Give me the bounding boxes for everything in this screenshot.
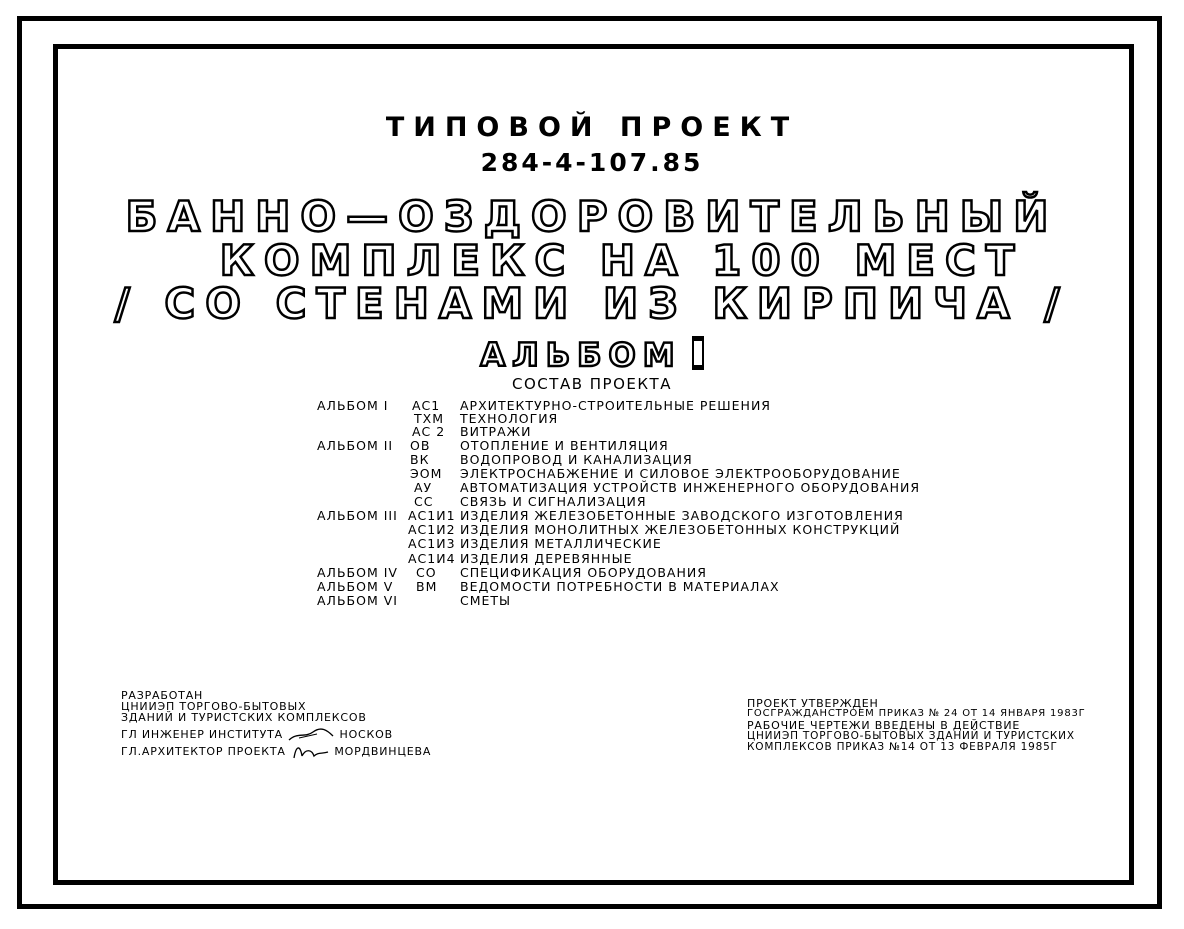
title-line-3: / СО СТЕНАМИ ИЗ КИРПИЧА /	[114, 279, 1070, 328]
section-title: ВИТРАЖИ	[460, 424, 532, 439]
chief-engineer-name: НОСКОВ	[339, 728, 393, 741]
album-number: АЛЬБОМ II	[317, 438, 394, 453]
section-code: АС1	[412, 398, 441, 413]
album-number: АЛЬБОМ III	[317, 508, 398, 523]
approval-line-3: РАБОЧИЕ ЧЕРТЕЖИ ВВЕДЕНЫ В ДЕЙСТВИЕ	[747, 719, 1021, 732]
section-code: ВК	[410, 452, 430, 467]
approval-line-1: ПРОЕКТ УТВЕРЖДЕН	[747, 697, 879, 710]
album-number: АЛЬБОМ IV	[317, 565, 398, 580]
approval-line-5: КОМПЛЕКСОВ ПРИКАЗ №14 ОТ 13 ФЕВРАЛЯ 1985Г	[747, 741, 1058, 753]
section-code: СО	[416, 565, 437, 580]
section-title: СПЕЦИФИКАЦИЯ ОБОРУДОВАНИЯ	[460, 565, 707, 580]
project-type-heading: ТИПОВОЙ ПРОЕКТ	[385, 112, 799, 143]
section-code: ЭОМ	[410, 466, 443, 481]
album-number: АЛЬБОМ I	[317, 398, 389, 413]
album-label: АЛЬБОМ	[480, 336, 682, 374]
approval-line-2: ГОСГРАЖДАНСТРОЕМ ПРИКАЗ № 24 ОТ 14 ЯНВАРЯ 1983Г	[747, 708, 1086, 719]
signature-icon	[287, 728, 335, 742]
roman-numeral-one-icon	[692, 336, 704, 370]
section-title: ВЕДОМОСТИ ПОТРЕБНОСТИ В МАТЕРИАЛАХ	[460, 579, 780, 594]
section-code: ВМ	[416, 579, 438, 594]
section-title: АВТОМАТИЗАЦИЯ УСТРОЙСТВ ИНЖЕНЕРНОГО ОБОРУДОВАНИЯ	[460, 480, 921, 495]
section-title: ИЗДЕЛИЯ ДЕРЕВЯННЫЕ	[460, 551, 633, 566]
album-number: АЛЬБОМ VI	[317, 593, 398, 608]
section-title: ИЗДЕЛИЯ МЕТАЛЛИЧЕСКИЕ	[460, 536, 662, 551]
section-code: ОВ	[410, 438, 431, 453]
composition-heading: СОСТАВ ПРОЕКТА	[512, 375, 672, 393]
section-title: ОТОПЛЕНИЕ И ВЕНТИЛЯЦИЯ	[460, 438, 669, 453]
chief-engineer-row	[121, 728, 393, 742]
section-code: АС1И4	[408, 551, 456, 566]
signature-icon	[290, 742, 330, 762]
section-title: АРХИТЕКТУРНО-СТРОИТЕЛЬНЫЕ РЕШЕНИЯ	[460, 398, 771, 413]
album-number: АЛЬБОМ V	[317, 579, 394, 594]
title-line-2: КОМПЛЕКС НА 100 МЕСТ	[219, 236, 1025, 285]
project-number: 284-4-107.85	[480, 148, 704, 177]
chief-architect-label: ГЛ.АРХИТЕКТОР ПРОЕКТА	[121, 745, 286, 758]
developer-org-line-1: ЦНИИЭП ТОРГОВО-БЫТОВЫХ	[121, 700, 307, 713]
chief-architect-name: МОРДВИНЦЕВА	[334, 745, 432, 758]
section-title: ЭЛЕКТРОСНАБЖЕНИЕ И СИЛОВОЕ ЭЛЕКТРООБОРУДОВАНИЕ	[460, 466, 901, 481]
album-heading	[0, 336, 1184, 374]
section-code: АУ	[414, 480, 433, 495]
chief-architect-row	[121, 742, 431, 762]
section-code: АС1И1	[408, 508, 456, 523]
approval-line-4: ЦНИИЭП ТОРГОВО-БЫТОВЫХ ЗДАНИЙ И ТУРИСТСКИХ	[747, 730, 1075, 742]
section-title: ВОДОПРОВОД И КАНАЛИЗАЦИЯ	[460, 452, 693, 467]
section-code: АС1И2	[408, 522, 456, 537]
section-title: СМЕТЫ	[460, 593, 512, 608]
section-code: АС1И3	[408, 536, 456, 551]
chief-engineer-label: ГЛ ИНЖЕНЕР ИНСТИТУТА	[121, 728, 283, 741]
section-title: ИЗДЕЛИЯ ЖЕЛЕЗОБЕТОННЫЕ ЗАВОДСКОГО ИЗГОТОВЛЕНИЯ	[460, 508, 904, 523]
developed-label: РАЗРАБОТАН	[121, 689, 204, 702]
section-title: ИЗДЕЛИЯ МОНОЛИТНЫХ ЖЕЛЕЗОБЕТОННЫХ КОНСТРУКЦИЙ	[460, 522, 901, 537]
section-title: ТЕХНОЛОГИЯ	[460, 411, 559, 426]
section-code: ТХМ	[414, 411, 444, 426]
section-title: СВЯЗЬ И СИГНАЛИЗАЦИЯ	[460, 494, 647, 509]
section-code: АС 2	[412, 424, 446, 439]
title-line-1: БАННО—ОЗДОРОВИТЕЛЬНЫЙ	[125, 192, 1059, 241]
section-code: СС	[414, 494, 434, 509]
developer-org-line-2: ЗДАНИЙ И ТУРИСТСКИХ КОМПЛЕКСОВ	[121, 711, 367, 724]
